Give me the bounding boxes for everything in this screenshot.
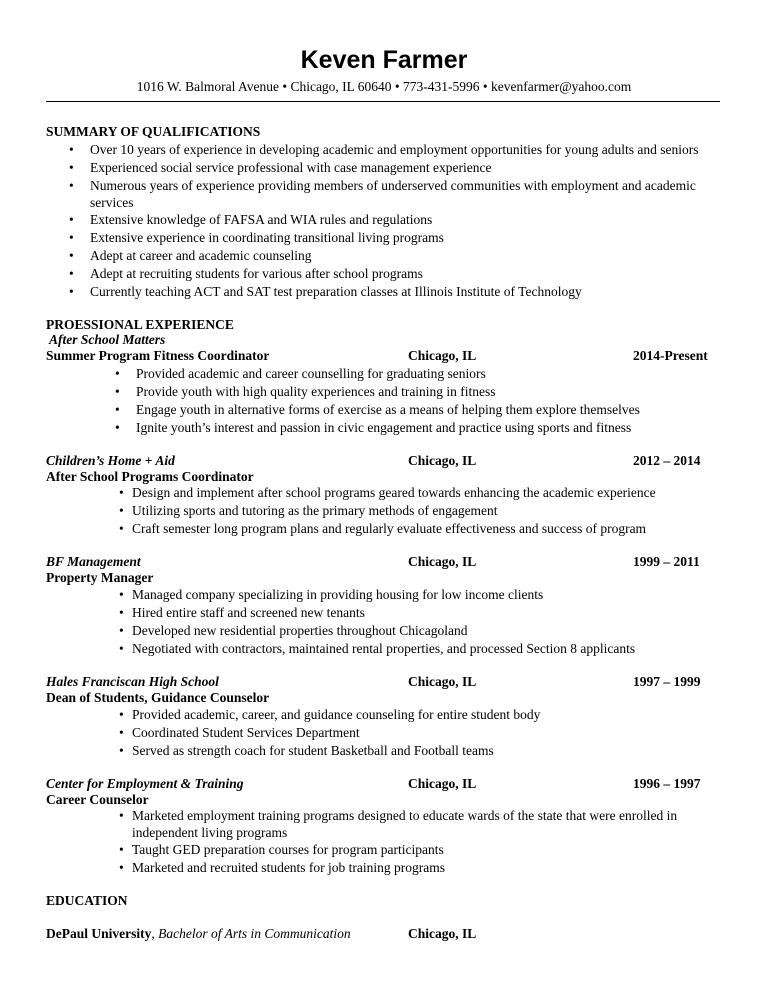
job-role: Dean of Students, Guidance Counselor <box>46 690 270 705</box>
job-bullet: • <box>119 725 124 740</box>
job-location: Chicago, IL <box>408 674 477 689</box>
job-duty: Provided academic and career counselling for graduating seniors <box>136 366 486 381</box>
job-duty: Marketed and recruited students for job training programs <box>132 860 446 875</box>
job-role: Summer Program Fitness Coordinator <box>46 348 270 363</box>
job-employer: Center for Employment & Training <box>46 776 244 791</box>
job-role: Property Manager <box>46 570 154 585</box>
job-duty: Managed company specializing in providing housing for low income clients <box>132 587 544 602</box>
summary-bullet: • <box>69 142 74 157</box>
job-duty: Design and implement after school programs geared towards enhancing the academic experience <box>132 485 656 500</box>
job-bullet: • <box>119 485 124 500</box>
summary-bullet: • <box>69 284 74 299</box>
job-dates: 1996 – 1997 <box>633 776 701 791</box>
education-school: DePaul University <box>46 926 152 941</box>
summary-item-continued: services <box>90 195 134 210</box>
job-dates: 2014-Present <box>633 348 708 363</box>
job-bullet: • <box>115 384 120 399</box>
education-heading: EDUCATION <box>46 893 128 908</box>
job-location: Chicago, IL <box>408 554 477 569</box>
summary-item: Currently teaching ACT and SAT test preparation classes at Illinois Institute of Technology <box>90 284 582 299</box>
job-duty: Utilizing sports and tutoring as the primary methods of engagement <box>132 503 498 518</box>
job-employer: Children’s Home + Aid <box>46 453 175 468</box>
summary-item: Over 10 years of experience in developing academic and employment opportunities for young adults and seniors <box>90 142 699 157</box>
job-dates: 1999 – 2011 <box>633 554 700 569</box>
summary-bullet: • <box>69 212 74 227</box>
job-bullet: • <box>119 641 124 656</box>
job-bullet: • <box>119 743 124 758</box>
candidate-name: Keven Farmer <box>300 46 468 74</box>
experience-heading: PROESSIONAL EXPERIENCE <box>46 317 234 332</box>
job-duty: Provided academic, career, and guidance counseling for entire student body <box>132 707 541 722</box>
job-duty: Hired entire staff and screened new tenants <box>132 605 365 620</box>
job-bullet: • <box>119 587 124 602</box>
job-bullet: • <box>119 623 124 638</box>
education-location: Chicago, IL <box>408 926 477 941</box>
job-duty-continued: independent living programs <box>132 825 288 840</box>
job-bullet: • <box>115 420 120 435</box>
job-duty: Negotiated with contractors, maintained rental properties, and processed Section 8 applicants <box>132 641 636 656</box>
job-bullet: • <box>119 605 124 620</box>
job-location: Chicago, IL <box>408 348 477 363</box>
job-role: Career Counselor <box>46 792 149 807</box>
summary-item: Adept at recruiting students for various after school programs <box>90 266 423 281</box>
contact-line: 1016 W. Balmoral Avenue • Chicago, IL 60640 • 773-431-5996 • kevenfarmer@yahoo.com <box>136 79 632 94</box>
education-separator: , <box>151 926 159 941</box>
job-duty: Craft semester long program plans and regularly evaluate effectiveness and success of program <box>132 521 647 536</box>
education-degree: Bachelor of Arts in Communication <box>158 926 351 941</box>
job-role: After School Programs Coordinator <box>46 469 254 484</box>
job-bullet: • <box>119 842 124 857</box>
job-duty: Coordinated Student Services Department <box>132 725 360 740</box>
header-divider <box>46 101 720 102</box>
job-location: Chicago, IL <box>408 453 477 468</box>
job-employer: After School Matters <box>49 332 166 347</box>
job-duty: Served as strength coach for student Basketball and Football teams <box>132 743 494 758</box>
summary-bullet: • <box>69 248 74 263</box>
summary-item: Extensive experience in coordinating transitional living programs <box>90 230 444 245</box>
job-location: Chicago, IL <box>408 776 477 791</box>
job-bullet: • <box>119 808 124 823</box>
job-bullet: • <box>119 521 124 536</box>
job-bullet: • <box>115 366 120 381</box>
job-bullet: • <box>115 402 120 417</box>
job-duty: Developed new residential properties throughout Chicagoland <box>132 623 468 638</box>
job-bullet: • <box>119 707 124 722</box>
education-entry <box>46 925 351 943</box>
job-duty: Engage youth in alternative forms of exercise as a means of helping them explore themselves <box>136 402 640 417</box>
summary-bullet: • <box>69 160 74 175</box>
job-dates: 2012 – 2014 <box>633 453 701 468</box>
summary-bullet: • <box>69 178 74 193</box>
job-employer: BF Management <box>46 554 141 569</box>
summary-item: Extensive knowledge of FAFSA and WIA rules and regulations <box>90 212 433 227</box>
job-bullet: • <box>119 503 124 518</box>
job-bullet: • <box>119 860 124 875</box>
job-duty: Ignite youth’s interest and passion in civic engagement and practice using sports and fitness <box>136 420 632 435</box>
job-duty: Provide youth with high quality experiences and training in fitness <box>136 384 496 399</box>
job-employer: Hales Franciscan High School <box>46 674 219 689</box>
summary-item: Numerous years of experience providing members of underserved communities with employment and academic <box>90 178 696 193</box>
job-duty: Taught GED preparation courses for program participants <box>132 842 444 857</box>
job-dates: 1997 – 1999 <box>633 674 701 689</box>
summary-heading: SUMMARY OF QUALIFICATIONS <box>46 124 261 139</box>
summary-item: Experienced social service professional with case management experience <box>90 160 492 175</box>
job-duty: Marketed employment training programs designed to educate wards of the state that were enrolled in <box>132 808 678 823</box>
summary-bullet: • <box>69 266 74 281</box>
summary-item: Adept at career and academic counseling <box>90 248 312 263</box>
summary-bullet: • <box>69 230 74 245</box>
